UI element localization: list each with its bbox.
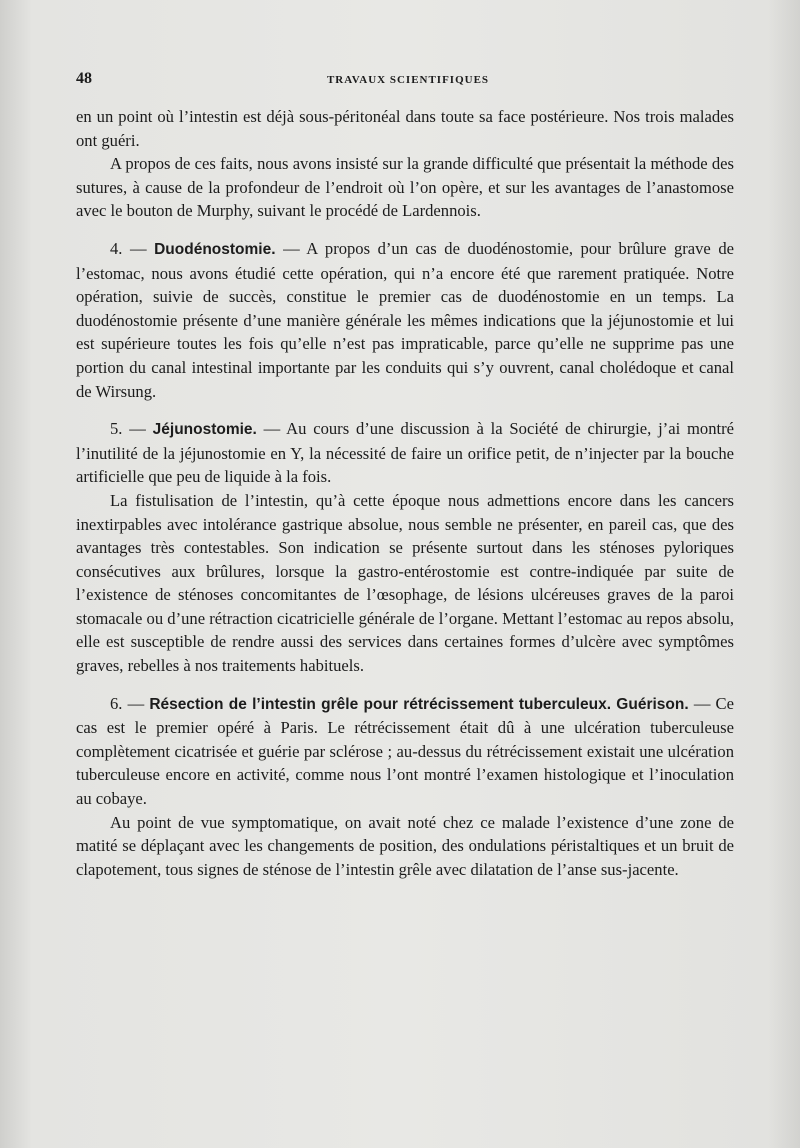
paragraph-murphy: A propos de ces faits, nous avons insisté sur la grande difficulté que présentait la méthode des sutures, à cause de la profondeur de l’endroit où l’on opère, et sur les avantages de l’anastomose avec le bouton de Murphy, suivant le procédé de Lardennois.: [76, 154, 734, 221]
page-number: 48: [76, 70, 92, 87]
paragraph-fistulisation: La fistulisation de l’intestin, qu’à cette époque nous admettions encore dans les cancers inextirpables avec intolérance gastrique absolue, nous semble ne présenter, en pareil cas, que des avantages très contestables. Son indication se présente surtout dans les sténoses pyloriques consécutives aux brûlures, lorsque la gastro-entérostomie est contre-indiquée par suite de l’existence de sténoses concomitantes de l’œsophage, de lésions ulcéreuses graves de la paroi stomacale ou d’une rétraction cicatricielle générale de l’organe. Mettant l’estomac au repos absolu, elle est susceptible de rendre aussi des services dans certaines formes d’ulcère avec symptômes graves, rebelles à nos traitements habituels.: [76, 490, 734, 676]
section-body: — Ce cas est le premier opéré à Paris. Le rétrécissement était dû à une ulcération tuberculeuse complètement cicatrisée et guérie par sclérose ; au-dessus du rétrécissement existait une ulcération tuberculeuse encore en activité, comme nous l’ont montré l’examen histologique et l’inoculation au cobaye.: [76, 693, 734, 809]
section-body: — Au cours d’une discussion à la Société de chirurgie, j’ai montré l’inutilité de la jéjunostomie en Y, la nécessité de faire un orifice petit, de n’injecter par la bouche artificielle que peu de liquide à la fois.: [76, 419, 734, 487]
section-number: 4. —: [110, 238, 155, 258]
paragraph-symptomes: Au point de vue symptomatique, on avait noté chez ce malade l’existence d’une zone de matité se déplaçant avec les changements de position, des ondulations péristaltiques et un bruit de clapotement, tous signes de sténose de l’intestin grêle avec dilatation de l’anse sus-jacente.: [76, 812, 734, 879]
section-number: 6. —: [110, 693, 150, 713]
section-title: Duodénostomie.: [154, 240, 276, 258]
section-title: Jéjunostomie.: [152, 421, 257, 439]
section-duodenostomie: [76, 237, 734, 403]
body-text: [76, 105, 734, 881]
running-title: TRAVAUX SCIENTIFIQUES: [326, 74, 490, 86]
page-header: [76, 70, 740, 90]
paragraph-continuation: en un point où l’intestin est déjà sous-péritonéal dans toute sa face postérieure. Nos trois malades ont guéri.: [76, 107, 734, 150]
section-jejunostomie: [76, 417, 734, 489]
section-body: — A propos d’un cas de duodénostomie, pour brûlure grave de l’estomac, nous avons étudié cette opération, qui n’a encore été que rarement pratiquée. Notre opération, suivie de succès, constitue le premier cas de duodénostomie en un temps. La duodénostomie présente d’une manière générale les mêmes indications que la jéjunostomie et lui est supérieure toutes les fois qu’elle n’est pas impraticable, parce qu’elle ne supprime pas une portion du canal intestinal importante par les conduits qui s’y ouvrent, canal cholédoque et canal de Wirsung.: [76, 238, 734, 401]
section-number: 5. —: [110, 419, 153, 439]
section-title: Résection de l’intestin grêle pour rétrécissement tuberculeux. Guérison.: [149, 695, 689, 713]
section-resection-intestin: [76, 692, 734, 811]
